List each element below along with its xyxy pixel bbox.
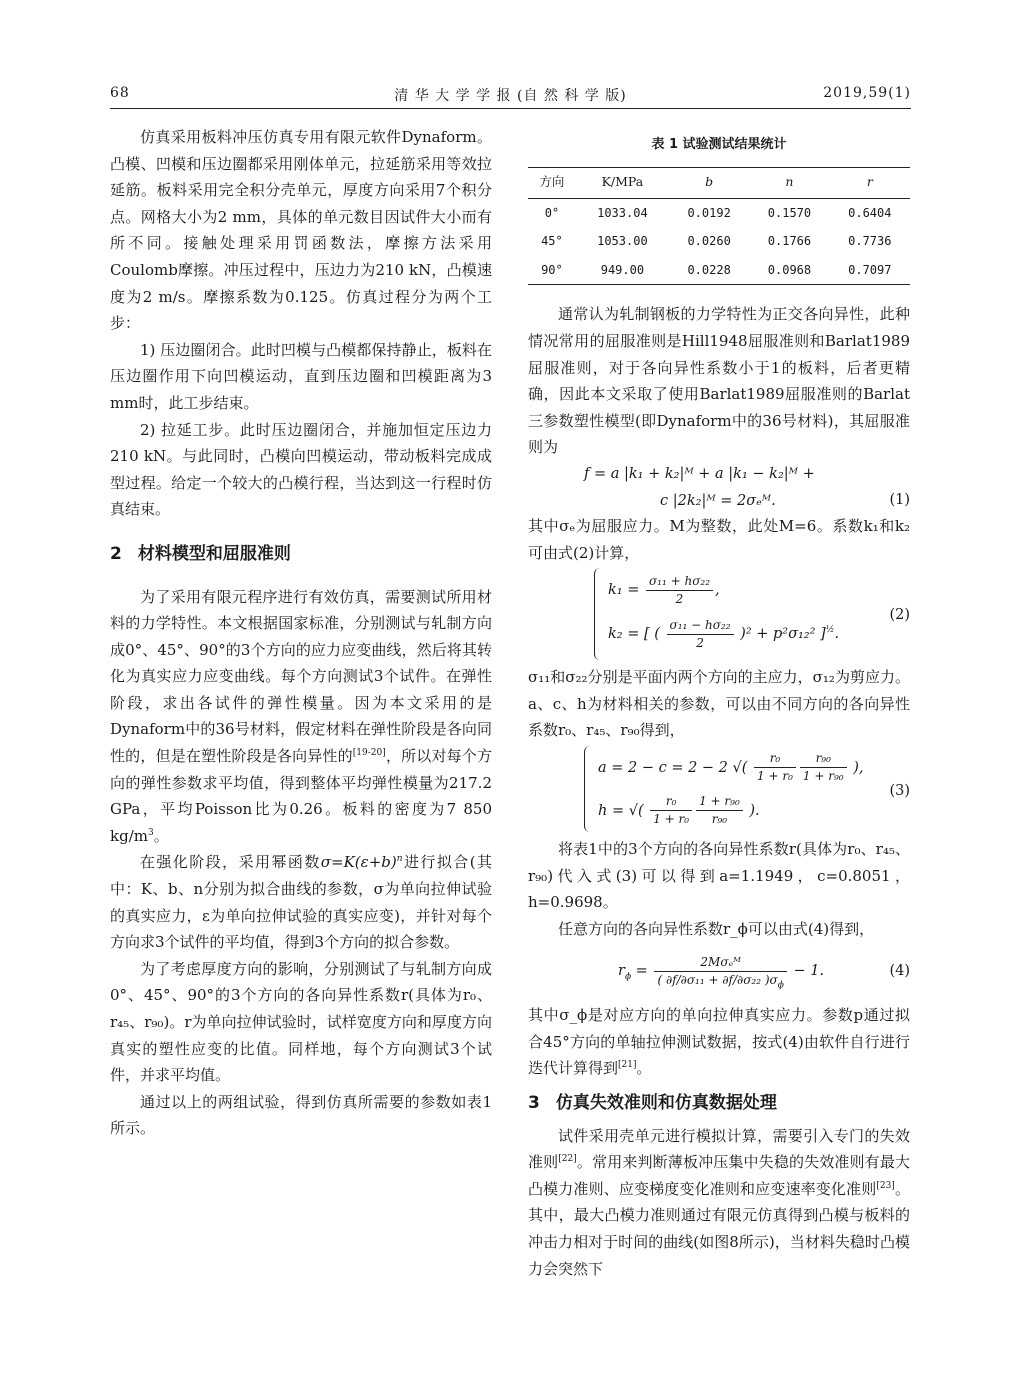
paragraph: 2) 拉延工步。此时压边圈闭合，并施加恒定压边力210 kN。与此同时，凸模向凹模运动，带动板料完成成型过程。给定一个较大的凸模行程，当达到这一行程时仿真结束。 [110,420,492,519]
equation-number: (3) [889,782,910,799]
table-cell: 0.1766 [767,234,812,249]
paragraph: 为了考虑厚度方向的影响，分别测试了与轧制方向成0°、45°、90°的3个方向的各向异性系数r(具体为r₀、r₄₅、r₉₀)。r为单向拉伸试验时，试样宽度方向和厚度方向真实的塑性应变的比值。同样地，每个方向测试3个试件，并求平均值。 [110,959,492,1085]
table-cell: 949.00 [600,262,645,277]
paragraph: 1) 压边圈闭合。此时凹模与凸模都保持静止，板料在压边圈作用下向凹模运动，直到压边圈和凹模距离为3 mm时，此工步结束。 [110,340,492,412]
table-cell: 0.6404 [848,205,892,220]
citation: [23] [876,1180,895,1191]
equation-number: (1) [889,491,910,508]
citation: [22] [558,1154,577,1165]
paragraph: 其中σₑ为屈服应力。M为整数，此处M=6。系数k₁和k₂可由式(2)计算， [528,516,910,562]
table-cell: 0° [544,205,560,220]
paragraph: 仿真采用板料冲压仿真专用有限元软件Dynaform。凸模、凹模和压边圈都采用刚体单元，拉延筋采用等效拉延筋。板料采用完全积分壳单元，厚度方向采用7个积分点。网格大小为2 mm，具体的单元数目因试件大小而有所不同。接触处理采用罚函数法，摩擦方法采用Coulomb摩擦。冲压过程中，压边力为210 kN，凸模速度为2 m/s。摩擦系数为0.125。仿真过程分为两个工步： [110,128,492,333]
paragraph: 其中σ_ϕ是对应方向的单向拉伸真实应力。参数p通过拟合45°方向的单轴拉伸测试数据，按式(4)由软件自行进行迭代计算得到[21]。 [528,1006,910,1078]
table-cell: 0.1570 [767,205,812,220]
equation-3: a = 2 − c = 2 − 2 √( $\frac{\text{r₀}}{\text{1 + r₀}}$ $\frac{\text{r₉₀}}{\text{1 + r₉₀}}$ ), h = √( $\frac{\text{r₀}}{\text{1 + r₀}}$ $\frac{\text{1 + r₉₀}}{\text{r₉₀}}$ ). (3) [528,746,910,836]
left-column [110,124,492,1142]
equation-4: $r_\phi$ = $\frac{\text{2Mσₑᴹ}}{( \partial f/\partial\sigma_{11} + \partial f/\partial\sigma_{22} )\sigma_\phi}$ − 1. (4) [618,954,910,991]
paragraph: σ₁₁和σ₂₂分别是平面内两个方向的主应力，σ₁₂为剪应力。a、c、h为材料相关的参数，可以由不同方向的各向异性系数r₀、r₄₅、r₉₀得到， [528,668,910,740]
equation-number: (4) [889,963,910,980]
table-row [528,256,910,285]
equation-1: f = a |k₁ + k₂|ᴹ + a |k₁ − k₂|ᴹ + c |2k₂|ᴹ = 2σₑᴹ. (1) [528,461,910,513]
table-cell: 0.0260 [687,234,731,249]
paragraph: 通过以上的两组试验，得到仿真所需要的参数如表1所示。 [110,1092,492,1138]
table-header: n [785,174,794,190]
table-cell: 90° [541,262,563,277]
issue-info: 2019,59(1) [823,85,911,101]
paragraph: 任意方向的各向异性系数r_ϕ可以由式(4)得到， [558,919,875,938]
paragraph: 将表1中的3个方向的各向异性系数r(具体为r₀、r₄₅、r₉₀)代入式(3)可以得到a=1.1949，c=0.8051，h=0.9698。 [528,839,910,912]
equation-number: (2) [889,607,910,624]
paragraph: 通常认为轧制钢板的力学特性为正交各向异性，此种情况常用的屈服准则是Hill1948屈服准则和Barlat1989屈服准则，对于各向异性系数小于1的板料，后者更精确，因此本文采取了使用Barlat1989屈服准则的Barlat三参数塑性模型(即Dynaform中的36号材料)，其屈服准则为 [528,305,910,457]
paragraph: 在强化阶段，采用幂函数$\sigma=K(\varepsilon+b)^n$进行拟合(其中：K、b、n分别为拟合曲线的参数，σ为单向拉伸试验的真实应力，ε为单向拉伸试验的真实应变)，并针对每个方向求3个试件的平均值，得到3个方向的拟合参数。 [110,853,492,952]
page-number: 68 [110,85,130,101]
table-row [528,198,910,227]
table-header: K/MPa [601,174,644,190]
header-rule [110,108,911,109]
table-cell: 0.0228 [687,262,731,277]
table-cell: 0.0192 [687,205,731,220]
journal-title: 清 华 大 学 学 报 (自 然 科 学 版) [394,88,627,104]
section-heading: 3 仿真失效准则和仿真数据处理 [528,1093,777,1114]
table-header: 方向 [539,174,565,190]
paragraph: 试件采用壳单元进行模拟计算，需要引入专门的失效准则[22]。常用来判断薄板冲压集中失稳的失效准则有最大凸模力准则、应变梯度变化准则和应变速率变化准则[23]。其中，最大凸模力准则通过有限元仿真得到凸模与板料的冲击力相对于时间的曲线(如图8所示)，当材料失稳时凸模力会突然下 [528,1126,910,1278]
table-cell: 0.7097 [848,262,892,277]
right-column [528,130,910,1282]
table-cell: 0.7736 [848,234,892,249]
table-cell: 0.0968 [767,262,812,277]
table-header: r [866,174,873,190]
table-cell: 1033.04 [597,205,648,220]
paragraph: 为了采用有限元程序进行有效仿真，需要测试所用材料的力学特性。本文根据国家标准，分别测试与轧制方向成0°、45°、90°的3个方向的应力应变曲线，然后将其转化为真实应力应变曲线。每个方向测试3个试件。在弹性阶段，求出各试件的弹性模量。因为本文采用的是Dynaform中的36号材料，假定材料在弹性阶段是各向同性的，但是在塑性阶段是各向异性的[19-20]，所以对每个方向的弹性参数求平均值，得到整体平均弹性模量为217.2 GPa，平均Poisson比为0.26。板料的密度为7 850 $kg/m^3$。 [110,587,492,845]
table-header: b [705,174,714,190]
table-caption: 表 1 试验测试结果统计 [651,137,787,152]
equation-2: k₁ = $\frac{\text{σ₁₁ + hσ₂₂}}{2}$ , k₂ = [ ( $\frac{\text{σ₁₁ − hσ₂₂}}{2}$ )² + p²σ₁₂² ]$^{\frac{1}{2}}$. (2) [528,568,910,664]
section-heading: 2 材料模型和屈服准则 [110,543,291,564]
citation: [19-20] [352,748,386,759]
table-cell: 1053.00 [597,234,648,249]
results-table [528,167,910,286]
table-cell: 45° [541,234,563,249]
citation: [21] [618,1060,637,1071]
table-row [528,227,910,256]
table-header-row [528,167,910,198]
